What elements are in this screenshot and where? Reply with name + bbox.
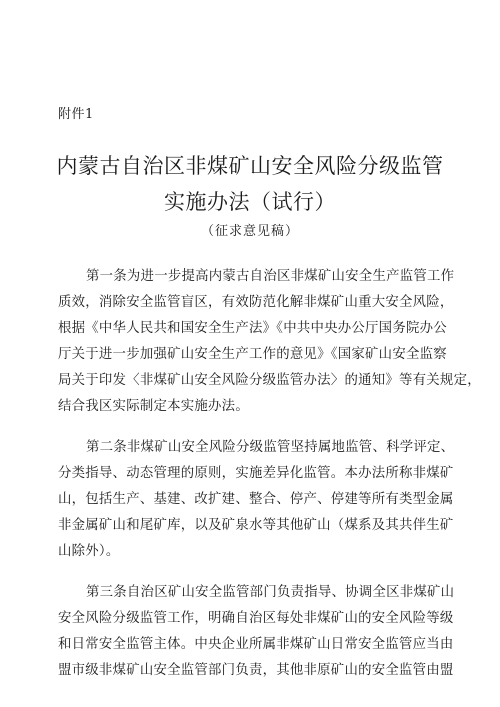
body-line: 和日常安全监管主体。中央企业所属非煤矿山日常安全监管应当由: [58, 637, 454, 652]
body-line: 分类指导、动态管理的原则，实施差异化监管。本办法所称非煤矿: [58, 466, 454, 481]
body-line: 山，包括生产、基建、改扩建、整合、停产、停建等所有类型金属: [58, 492, 454, 507]
body-line: 第一条为进一步提高内蒙古自治区非煤矿山安全生产监管工作: [86, 269, 455, 284]
document-title-line-2: 实施办法（试行）: [164, 190, 336, 214]
body-line: 质效，消除安全监管盲区，有效防范化解非煤矿山重大安全风险，: [58, 295, 454, 310]
body-line: 局关于印发〈非煤矿山安全风险分级监管办法〉的通知》等有关规定，: [58, 373, 481, 388]
body-line: 厅关于进一步加强矿山安全生产工作的意见》《国家矿山安全监察: [58, 347, 447, 362]
body-line: 安全风险分级监管工作，明确自治区每处非煤矿山的安全风险等级: [58, 611, 454, 626]
body-line: 山除外）。: [58, 544, 120, 559]
body-line: 结合我区实际制定本实施办法。: [58, 399, 249, 414]
body-line: 盟市级非煤矿山安全监管部门负责，其他非原矿山的安全监管由盟: [58, 663, 454, 678]
attachment-label: 附件1: [58, 107, 94, 122]
body-line: 根据《中华人民共和国安全生产法》《中共中央办公厅国务院办公: [58, 321, 447, 336]
body-line: 第三条自治区矿山安全监管部门负责指导、协调全区非煤矿山: [86, 585, 455, 600]
document-subtitle: （征求意见稿）: [200, 224, 299, 239]
document-title-line-1: 内蒙古自治区非煤矿山安全风险分级监管: [56, 154, 444, 178]
body-line: 非金属矿山和尾矿库，以及矿泉水等其他矿山（煤系及其共伴生矿: [58, 518, 454, 533]
body-line: 第二条非煤矿山安全风险分级监管坚持属地监管、科学评定、: [86, 440, 455, 455]
